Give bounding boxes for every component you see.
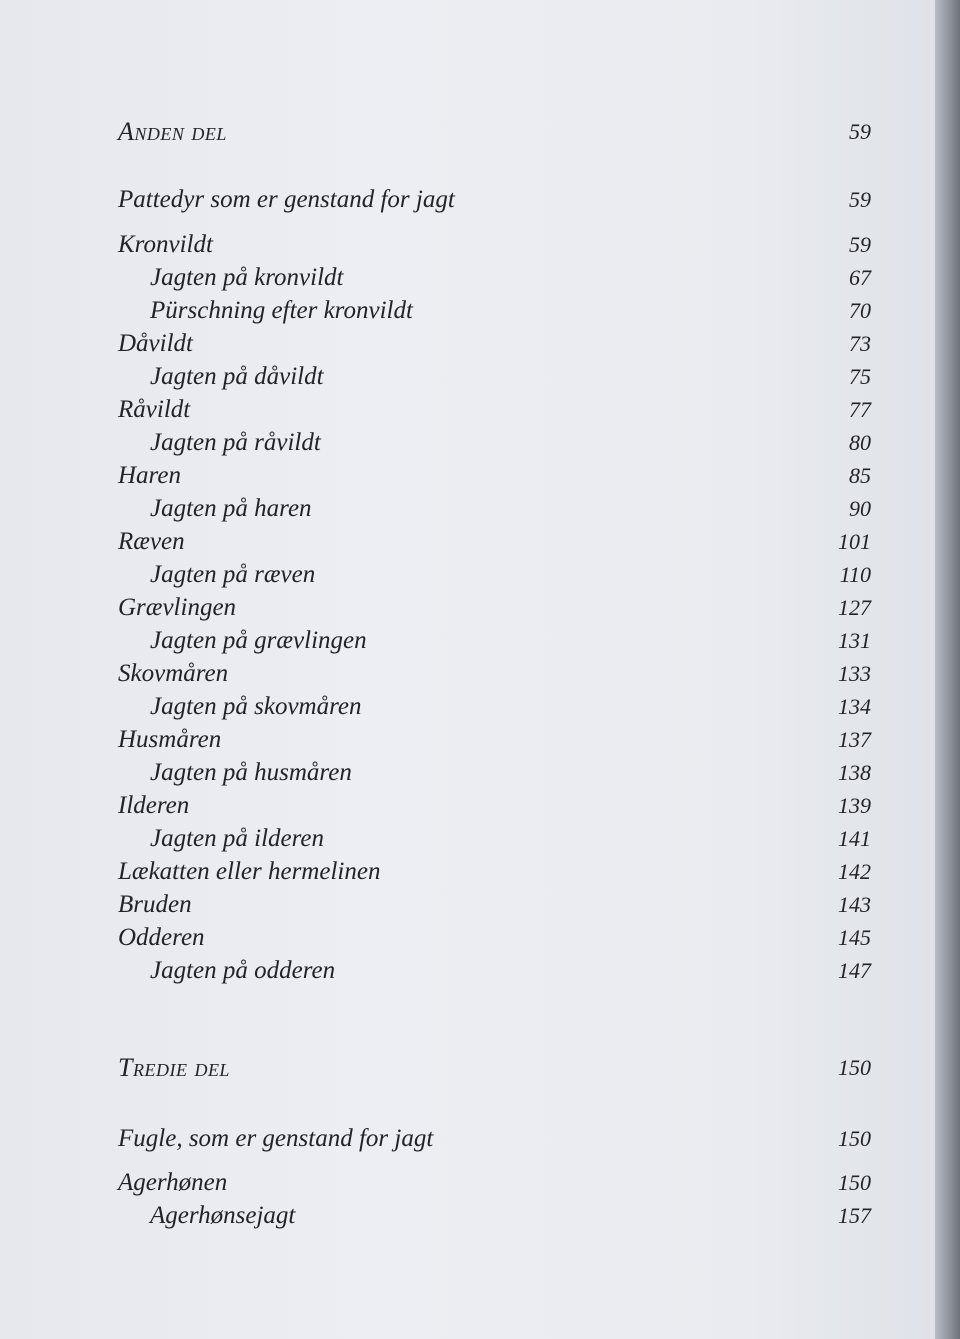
toc-label: Jagten på skovmåren <box>150 693 362 720</box>
toc-label: Råvildt <box>118 396 191 423</box>
toc-label: Grævlingen <box>118 594 237 621</box>
toc-label: Jagten på grævlingen <box>150 627 367 654</box>
toc-part-heading <box>0 1051 935 1085</box>
toc-label: Agerhønsejagt <box>150 1202 296 1229</box>
toc-subentry <box>0 690 935 724</box>
toc-page-number: 73 <box>849 331 871 356</box>
toc-label: Kronvildt <box>118 231 213 258</box>
toc-label: Pürschning efter kronvildt <box>150 297 413 324</box>
toc-label: Jagten på dåvildt <box>150 363 324 390</box>
toc-label: Bruden <box>118 891 192 918</box>
toc-subentry <box>0 1199 935 1233</box>
toc-page-number: 143 <box>838 892 871 917</box>
toc-page-number: 145 <box>838 925 871 950</box>
toc-entry <box>0 855 935 889</box>
toc-label: Odderen <box>118 924 205 951</box>
toc-subentry <box>0 492 935 526</box>
toc-subentry <box>0 360 935 394</box>
toc-label: Lækatten eller hermelinen <box>118 858 381 885</box>
toc-subentry <box>0 954 935 988</box>
toc-label: Pattedyr som er genstand for jagt <box>118 186 455 213</box>
toc-subentry <box>0 261 935 295</box>
toc-label: Jagten på haren <box>150 495 312 522</box>
toc-entry <box>0 921 935 955</box>
toc-label: Jagten på ræven <box>150 561 316 588</box>
toc-entry <box>0 723 935 757</box>
toc-entry <box>0 393 935 427</box>
toc-subentry <box>0 426 935 460</box>
toc-entry <box>0 789 935 823</box>
toc-page-number: 77 <box>849 397 871 422</box>
toc-page-number: 75 <box>849 364 871 389</box>
toc-page-number: 101 <box>838 529 871 554</box>
toc-label: Haren <box>118 462 181 489</box>
toc-part-heading <box>0 115 935 149</box>
toc-page-number: 133 <box>838 661 871 686</box>
toc-label: Fugle, som er genstand for jagt <box>118 1125 434 1152</box>
toc-label: Ilderen <box>118 792 190 819</box>
toc-subentry <box>0 294 935 328</box>
toc-page-number: 150 <box>838 1126 871 1151</box>
toc-entry <box>0 1166 935 1200</box>
toc-entry <box>0 525 935 559</box>
toc-page-number: 138 <box>838 760 871 785</box>
toc-page-number: 80 <box>849 430 871 455</box>
toc-page-number: 150 <box>838 1055 871 1080</box>
toc-page-number: 157 <box>838 1203 871 1228</box>
toc-subentry <box>0 624 935 658</box>
toc-page-number: 59 <box>849 232 871 257</box>
toc-page-number: 150 <box>838 1170 871 1195</box>
toc-label: Agerhønen <box>118 1169 228 1196</box>
toc-label: Jagten på odderen <box>150 957 336 984</box>
toc-label: Dåvildt <box>118 330 193 357</box>
toc-page-number: 131 <box>838 628 871 653</box>
toc-subentry <box>0 756 935 790</box>
toc-page-number: 85 <box>849 463 871 488</box>
toc-section-heading <box>0 183 935 217</box>
toc-label: Anden del <box>118 117 227 146</box>
toc-label: Jagten på kronvildt <box>150 264 344 291</box>
toc-page-number: 59 <box>849 187 871 212</box>
toc-subentry <box>0 558 935 592</box>
toc-label: Jagten på råvildt <box>150 429 321 456</box>
toc-page-number: 67 <box>849 265 871 290</box>
toc-label: Tredie del <box>118 1053 230 1082</box>
book-spine <box>935 0 960 1339</box>
toc-entry <box>0 888 935 922</box>
toc-label: Jagten på husmåren <box>150 759 352 786</box>
toc-page-number: 147 <box>838 958 871 983</box>
toc-entry <box>0 459 935 493</box>
toc-label: Skovmåren <box>118 660 229 687</box>
toc-page-number: 134 <box>838 694 871 719</box>
toc-page-number: 110 <box>839 562 871 587</box>
toc-page-number: 127 <box>838 595 871 620</box>
toc-page-number: 141 <box>838 826 871 851</box>
toc-label: Jagten på ilderen <box>150 825 325 852</box>
toc-entry <box>0 657 935 691</box>
toc-entry <box>0 591 935 625</box>
toc-page-number: 137 <box>838 727 871 752</box>
toc-page-number: 70 <box>849 298 871 323</box>
toc-page-number: 139 <box>838 793 871 818</box>
toc-label: Husmåren <box>118 726 222 753</box>
toc-section-heading <box>0 1122 935 1156</box>
toc-page-number: 59 <box>849 119 871 144</box>
toc-page-number: 90 <box>849 496 871 521</box>
toc-label: Ræven <box>118 528 185 555</box>
toc-page-number: 142 <box>838 859 871 884</box>
toc-entry <box>0 327 935 361</box>
toc-subentry <box>0 822 935 856</box>
toc-entry <box>0 228 935 262</box>
